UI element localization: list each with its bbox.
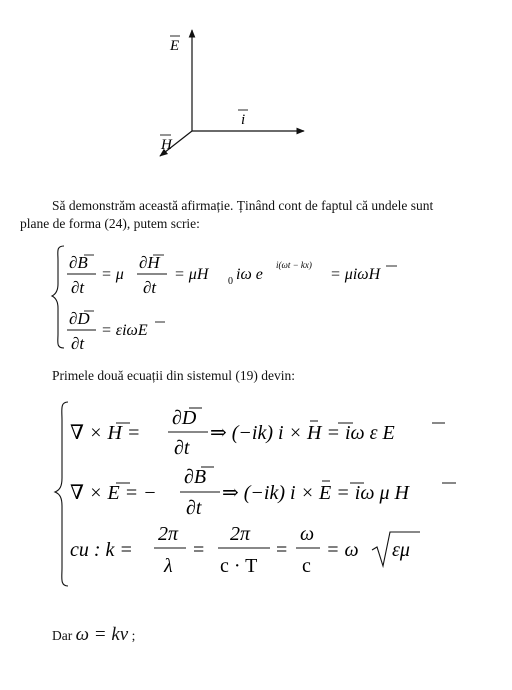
- s2-eq3-f3den: c: [302, 555, 311, 577]
- s2-eq3-lhs: cu : k =: [70, 539, 133, 561]
- s2-eq2-lhs: ∇ × E = −: [70, 482, 157, 504]
- s2-eq1-lhs: ∇ × H =: [70, 422, 141, 444]
- h-axis-label: H: [161, 137, 172, 153]
- paragraph-system19: Primele două ecuații din sistemul (19) devin:: [52, 368, 295, 383]
- brace-2: [55, 402, 68, 586]
- s2-eq2-den: ∂t: [186, 497, 202, 519]
- s2-eq3-sqrt-arg: εμ: [392, 539, 410, 561]
- eq1-dH: ∂H: [139, 253, 160, 272]
- footer-text: Dar: [52, 628, 73, 643]
- eq1-dB: ∂B: [69, 253, 88, 272]
- eq1-sub0: 0: [228, 276, 233, 287]
- s2-eq3-eq-c: = ω: [326, 539, 359, 561]
- footer-line: [52, 626, 135, 645]
- s2-eq1-rhs: ⇒ (−ik) i × H = iω ε E: [210, 422, 395, 444]
- eq1-dt1: ∂t: [71, 278, 85, 297]
- eq1-mu: = μ: [101, 266, 124, 283]
- eq1-iw-e: iω e: [236, 266, 263, 283]
- s2-eq1-den: ∂t: [174, 437, 190, 459]
- eq2-rhs: = εiωE: [101, 322, 148, 339]
- footer-math: ω = kv: [75, 624, 129, 645]
- eq1-exponent: i(ωt − kx): [276, 260, 312, 270]
- eq1-rhs2: = μiωH: [330, 266, 381, 283]
- s2-eq3-eq-b: =: [276, 539, 288, 561]
- e-axis-label: E: [170, 38, 180, 54]
- s2-eq3-f2num: 2π: [230, 523, 251, 545]
- s2-eq3-eq-a: =: [193, 539, 205, 561]
- footer-end: ;: [131, 628, 136, 643]
- s2-eq3-f3num: ω: [300, 523, 315, 545]
- paragraph-intro-line1: Să demonstrăm această afirmație. Ținând cont de faptul că undele sunt: [52, 198, 434, 213]
- eq1-rhs1: = μH: [174, 266, 209, 283]
- s2-eq3-f1num: 2π: [158, 523, 179, 545]
- brace-1: [52, 246, 64, 348]
- s2-eq2-num: ∂B: [184, 466, 207, 488]
- eq2-dD: ∂D: [69, 309, 90, 328]
- paragraph-intro-line2: plane de forma (24), putem scrie:: [20, 216, 200, 231]
- eq1-dt2: ∂t: [143, 278, 157, 297]
- equation-system-1: [0, 238, 512, 358]
- equation-system-2: [0, 394, 512, 594]
- s2-eq2-rhs: ⇒ (−ik) i × E = iω μ H: [222, 482, 409, 504]
- axes-figure: [0, 0, 512, 180]
- s2-eq3-f1den: λ: [164, 555, 173, 577]
- s2-eq1-num: ∂D: [172, 407, 197, 429]
- s2-eq3-f2den: c · T: [220, 555, 258, 577]
- i-axis-label: i: [241, 112, 246, 128]
- eq2-dt: ∂t: [71, 334, 85, 353]
